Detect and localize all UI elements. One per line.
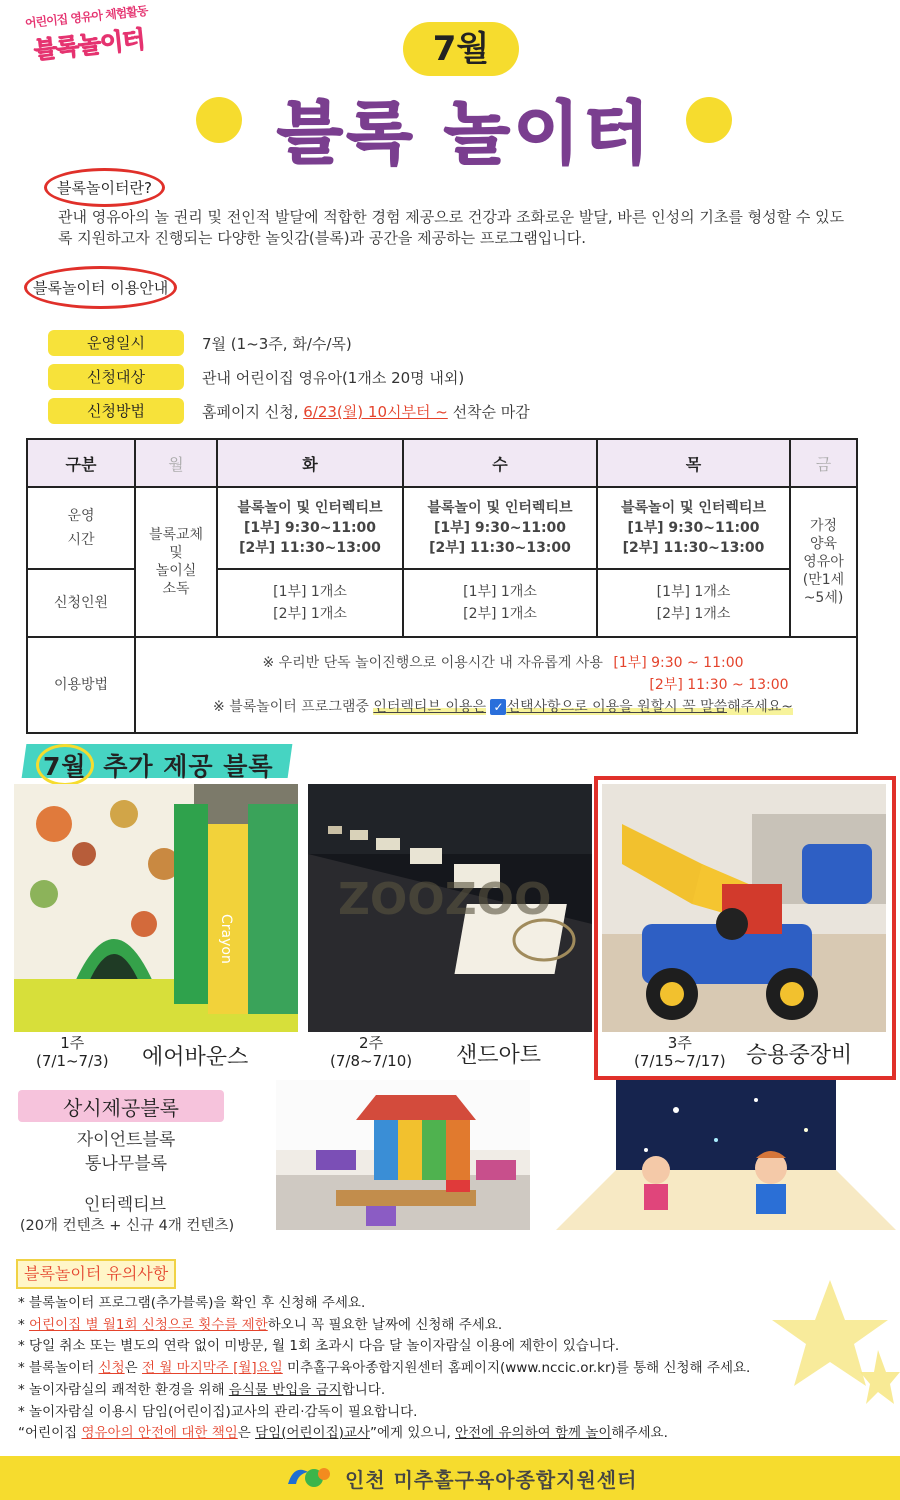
extra-banner-title: [36, 744, 274, 786]
header-tue: 화: [217, 439, 403, 487]
schedule-table: [26, 438, 858, 734]
count-cell: [217, 569, 403, 637]
checkbox-icon: ✓: [490, 699, 506, 715]
session-title: 블록놀이 및 인터렉티브: [621, 500, 766, 516]
right-dot-decoration: [686, 97, 732, 143]
count-1: [1부] 1개소: [273, 584, 347, 600]
always-item: 자이언트블록: [76, 1130, 176, 1150]
row-label-count: 신청인원: [27, 569, 135, 637]
info-row-schedule: [48, 330, 352, 356]
count-1: [1부] 1개소: [656, 584, 731, 600]
notice-segment: ”에게 있으니,: [370, 1425, 456, 1442]
header-thu: 목: [597, 439, 790, 487]
week3-caption: [634, 1034, 726, 1070]
notice-segment: 합니다.: [341, 1381, 386, 1398]
session-2: [2부] 11:30~13:00: [239, 540, 381, 556]
week-label: 1주: [60, 1034, 85, 1052]
corner-subtitle: 어린이집 영유아 체험활동: [24, 3, 149, 31]
week1-name: 에어바운스: [142, 1045, 249, 1070]
fri-note: 가정 양육 영유아 (만1세 ~5세): [790, 487, 857, 637]
week-dates: (7/15~7/17): [634, 1052, 726, 1070]
header-mon: 월: [135, 439, 217, 487]
session-1: [1부] 9:30~11:00: [627, 520, 760, 536]
notice-segment: 미추홀구육아종합지원센터 홈페이지(www.nccic.or.kr)를 통해 신청해 주세요.: [282, 1360, 751, 1377]
photo-air-bounce: [14, 784, 298, 1032]
notice-heading: 블록놀이터 유의사항: [16, 1259, 176, 1289]
info-label: 운영일시: [48, 330, 184, 356]
star-decoration: [770, 1280, 900, 1430]
table-row: [27, 487, 857, 569]
week-label: 2주: [359, 1034, 384, 1052]
header-fri: 금: [790, 439, 857, 487]
left-dot-decoration: [196, 97, 242, 143]
notice-segment: * 당일 취소 또는 별도의 연락 없이 미방문, 월 1회 초과시 다음 달 놀이자람실 이용에 제한이 있습니다.: [18, 1338, 620, 1355]
notice-segment: 안전에 유의하여 함께 놀이: [455, 1425, 612, 1442]
always-list: [58, 1128, 194, 1176]
notice-segment: * 블록놀이터 프로그램(추가블록)을 확인 후 신청해 주세요.: [18, 1295, 366, 1311]
count-2: [2부] 1개소: [463, 606, 537, 622]
count-1: [1부] 1개소: [463, 584, 537, 600]
usage-cell: [135, 637, 857, 733]
header-wed: 수: [403, 439, 597, 487]
always-item: 통나무블록: [84, 1154, 168, 1174]
notice-segment: * 놀이자람실 이용시 담임(어린이집)교사의 관리·감독이 필요합니다.: [18, 1403, 418, 1420]
photo-sand-art: [308, 784, 592, 1032]
usage2-interactive: 인터렉티브 이용은: [373, 699, 487, 715]
usage2-prefix: ※ 블록놀이터 프로그램중: [213, 699, 374, 715]
count-cell: [597, 569, 790, 637]
session-cell: [403, 487, 597, 569]
week3-name: 승용중장비: [746, 1043, 853, 1068]
row-label-optime: 운영 시간: [27, 487, 135, 569]
notice-item: [18, 1336, 878, 1358]
org-logo-icon: [284, 1462, 332, 1492]
usage1-text: ※ 우리반 단독 놀이진행으로 이용시간 내 자유롭게 사용: [262, 655, 603, 671]
notice-segment: * 놀이자람실의 쾌적한 환경을 위해: [18, 1381, 229, 1398]
notice-segment: 은: [124, 1360, 142, 1377]
week2-name: 샌드아트: [456, 1043, 542, 1068]
notice-segment: “어린이집: [18, 1425, 82, 1442]
corner-title: 블록놀이터: [32, 25, 146, 65]
session-cell: [597, 487, 790, 569]
usage-line-1: [150, 652, 856, 696]
info-label: 신청방법: [48, 398, 184, 424]
photo-ride-on-excavator: [602, 784, 886, 1032]
method-suffix: 선착순 마감: [447, 402, 530, 421]
notice-segment: 담임(어린이집)교사: [255, 1425, 370, 1442]
notice-item: [18, 1293, 878, 1315]
info-value: 관내 어린이집 영유아(1개소 20명 내외): [202, 368, 465, 387]
week-label: 3주: [667, 1034, 692, 1052]
notice-list: [18, 1293, 878, 1445]
interactive-label: 인터렉티브: [83, 1195, 167, 1215]
crayon-logo: Crayon: [218, 914, 234, 964]
intro-text: 관내 영유아의 놀 권리 및 전인적 발달에 적합한 경험 제공으로 건강과 조화로운 발달, 바른 인성의 기초를 형성할 수 있도록 지원하고자 진행되는 다양한 놀잇감(블록)과 공간을 제공하는 프로그램입니다.: [58, 208, 845, 247]
info-row-target: [48, 364, 464, 390]
count-cell: [403, 569, 597, 637]
info-value: 7월 (1~3주, 화/수/목): [202, 334, 352, 353]
notice-item: [18, 1315, 878, 1337]
count-2: [2부] 1개소: [273, 606, 347, 622]
usage1-session2: [2부] 11:30 ~ 13:00: [649, 677, 789, 693]
notice-item: [18, 1358, 878, 1380]
usage1-session1: [1부] 9:30 ~ 11:00: [613, 655, 744, 671]
usage-line-2: [150, 696, 856, 718]
week-dates: (7/8~7/10): [330, 1052, 413, 1070]
header-category: 구분: [27, 439, 135, 487]
session-1: [1부] 9:30~11:00: [433, 520, 567, 536]
info-value: [202, 401, 530, 422]
mon-note: 블록교체 및 놀이실 소독: [135, 487, 217, 637]
session-title: 블록놀이 및 인터렉티브: [237, 500, 383, 516]
week-dates: (7/1~7/3): [36, 1052, 109, 1070]
intro-heading: 블록놀이터란?: [44, 168, 165, 207]
info-label: 신청대상: [48, 364, 184, 390]
corner-logo: [6, 0, 171, 68]
method-prefix: 홈페이지 신청,: [202, 402, 304, 421]
footer-org-name: 인천 미추홀구육아종합지원센터: [345, 1468, 638, 1492]
page-title: 블록 놀이터: [276, 95, 654, 174]
notice-segment: 어린이집 별 월1회 신청으로 횟수를 제한: [29, 1316, 268, 1333]
usage2-suffix: 해주세요~: [727, 699, 793, 715]
week1-caption: [36, 1034, 109, 1070]
photo-giant-blocks: [276, 1080, 530, 1230]
session-2: [2부] 11:30~13:00: [429, 540, 571, 556]
notice-segment: 은: [237, 1425, 256, 1442]
notice-item: [18, 1402, 878, 1424]
notice-segment: 전 월 마지막주 [월]요일: [141, 1360, 283, 1377]
method-date: 6/23(월) 10시부터 ~: [303, 402, 448, 421]
watermark-text: ZOOZOO: [338, 874, 552, 925]
table-row: [27, 637, 857, 733]
session-title: 블록놀이 및 인터렉티브: [427, 500, 573, 516]
info-row-method: [48, 398, 530, 424]
week2-caption: [330, 1034, 412, 1070]
session-1: [1부] 9:30~11:00: [243, 520, 377, 536]
notice-segment: 하오니 꼭 필요한 날짜에 신청해 주세요.: [267, 1316, 503, 1333]
banner-rest: 추가 제공 블록: [93, 752, 274, 781]
notice-segment: * 블록놀이터: [18, 1360, 99, 1377]
usage2-optional: 선택사항으로 이용을 원할시 꼭 말씀: [506, 699, 728, 715]
always-heading: 상시제공블록: [63, 1096, 179, 1120]
row-label-usage: 이용방법: [27, 637, 135, 733]
notice-segment: 음식물 반입을 금지: [228, 1381, 342, 1398]
notice-item: [18, 1380, 878, 1402]
notice-segment: 영유아의 안전에 대한 책임: [81, 1425, 238, 1442]
interactive-illustration: [556, 1080, 896, 1230]
notice-item: [18, 1423, 878, 1445]
month-badge: 7월: [403, 22, 519, 76]
banner-month: 7월: [36, 744, 94, 786]
table-header-row: [27, 439, 857, 487]
count-2: [2부] 1개소: [656, 606, 731, 622]
guide-heading: 블록놀이터 이용안내: [24, 266, 177, 309]
notice-segment: *: [18, 1316, 30, 1333]
session-2: [2부] 11:30~13:00: [622, 540, 765, 556]
interactive-note: (20개 컨텐츠 + 신규 4개 컨텐츠): [19, 1218, 235, 1234]
session-cell: [217, 487, 403, 569]
notice-segment: 해주세요.: [611, 1425, 668, 1442]
notice-segment: 신청: [98, 1360, 125, 1377]
